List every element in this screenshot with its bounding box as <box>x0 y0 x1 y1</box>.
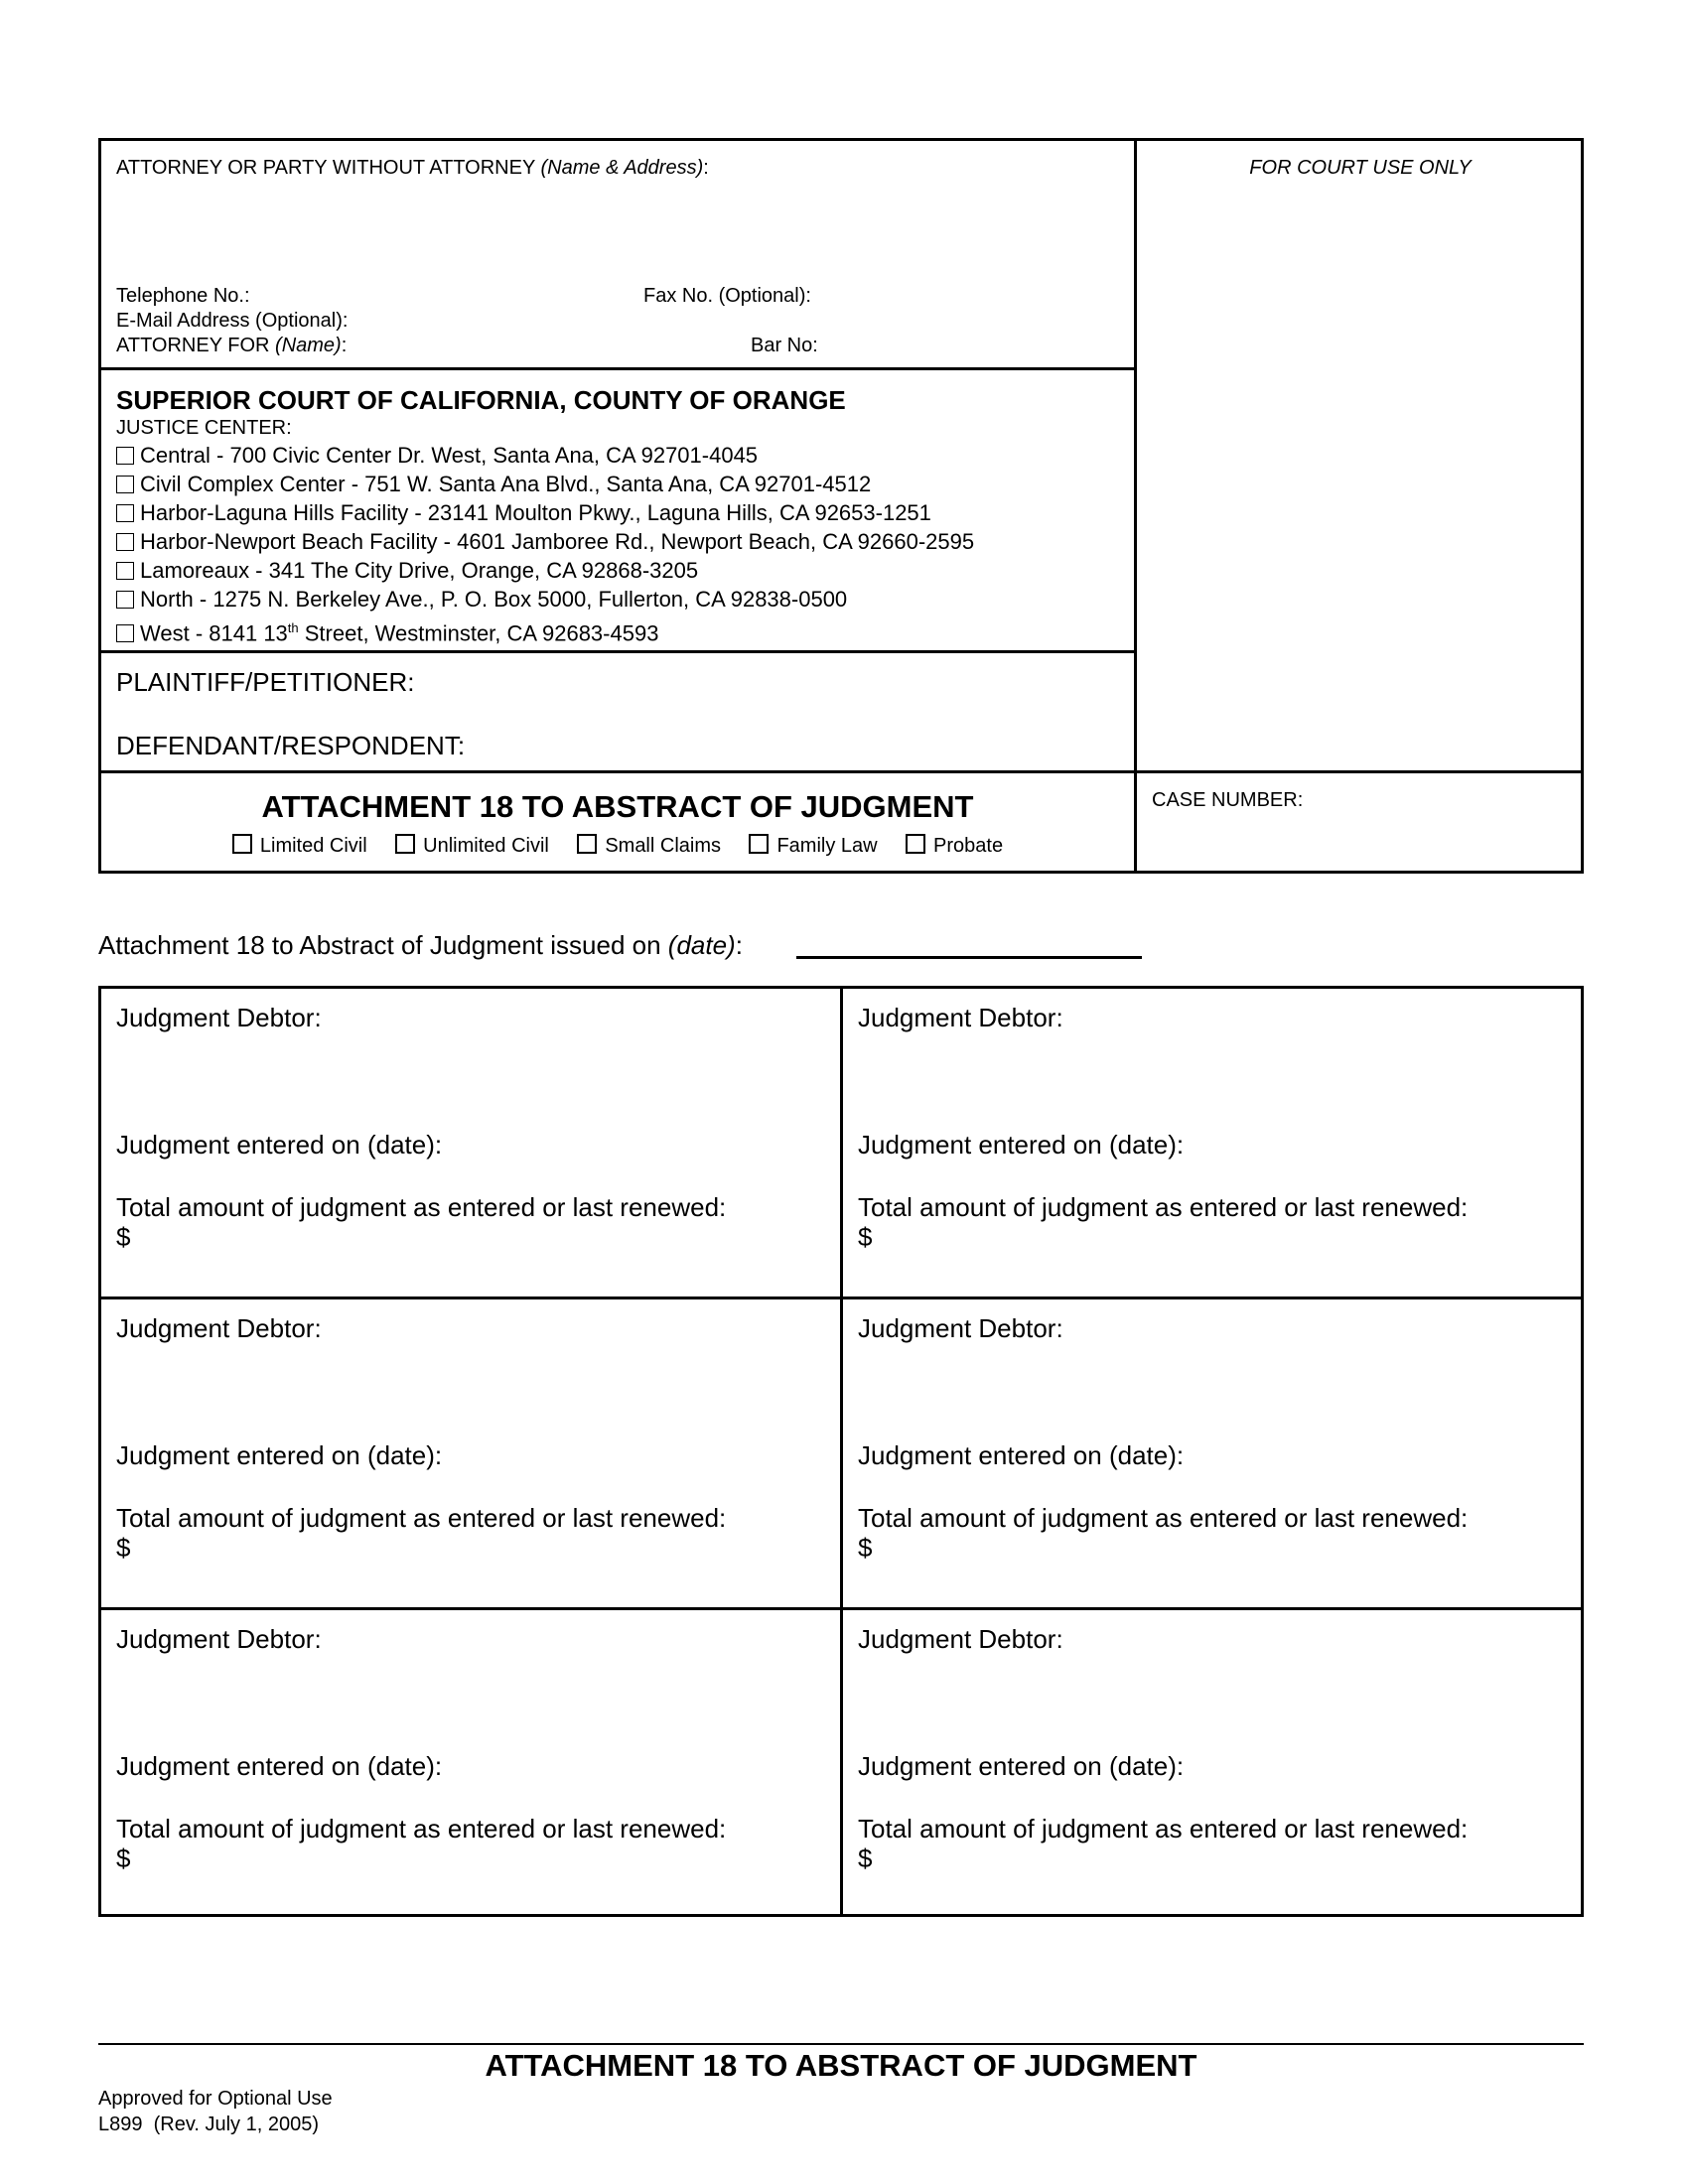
checkbox-central[interactable] <box>116 447 134 465</box>
attorney-section-divider <box>98 367 1137 370</box>
case-type-probate[interactable]: Probate <box>906 834 1003 858</box>
dollar-sign: $ <box>116 1533 131 1563</box>
checkbox-lamoreaux[interactable] <box>116 562 134 580</box>
judgment-entered-label: Judgment entered on (date): <box>858 1440 1185 1470</box>
justice-center-label: JUSTICE CENTER: <box>116 417 292 439</box>
dollar-sign: $ <box>116 1222 131 1252</box>
center-option-lamoreaux[interactable]: Lamoreaux - 341 The City Drive, Orange, CA 92868-3205 <box>116 556 974 585</box>
judgment-entered-label: Judgment entered on (date): <box>858 1751 1185 1781</box>
email-label: E-Mail Address (Optional): <box>116 310 349 332</box>
checkbox-civil-complex[interactable] <box>116 476 134 493</box>
case-type-small-claims[interactable]: Small Claims <box>577 834 721 858</box>
judgment-total-label: Total amount of judgment as entered or last renewed: <box>116 1814 727 1843</box>
center-option-central[interactable]: Central - 700 Civic Center Dr. West, Santa Ana, CA 92701-4045 <box>116 441 974 470</box>
case-type-limited-civil[interactable]: Limited Civil <box>232 834 367 858</box>
checkbox-small-claims[interactable] <box>577 834 597 854</box>
attorney-label: ATTORNEY OR PARTY WITHOUT ATTORNEY (Name & Address): <box>116 157 709 179</box>
issued-date-label: Attachment 18 to Abstract of Judgment issued on (date): <box>98 930 743 960</box>
checkbox-unlimited-civil[interactable] <box>395 834 415 854</box>
judgment-entered-label: Judgment entered on (date): <box>116 1751 443 1781</box>
justice-center-list <box>116 441 974 647</box>
checkbox-probate[interactable] <box>906 834 925 854</box>
case-type-unlimited-civil[interactable]: Unlimited Civil <box>395 834 549 858</box>
judgment-total-label: Total amount of judgment as entered or last renewed: <box>858 1192 1469 1222</box>
fax-label: Fax No. (Optional): <box>643 285 811 307</box>
court-use-only: FOR COURT USE ONLY <box>1249 157 1472 179</box>
footer-title: ATTACHMENT 18 TO ABSTRACT OF JUDGMENT <box>485 2048 1197 2083</box>
judgment-debtor-label: Judgment Debtor: <box>116 1003 322 1032</box>
case-type-family-law[interactable]: Family Law <box>749 834 877 858</box>
plaintiff-label: PLAINTIFF/PETITIONER: <box>116 667 415 697</box>
attorney-for-label: ATTORNEY FOR (Name): <box>116 335 348 356</box>
judgment-debtor-label: Judgment Debtor: <box>858 1624 1063 1654</box>
judgment-entered-label: Judgment entered on (date): <box>116 1440 443 1470</box>
debtor-cell[interactable] <box>843 989 1581 1297</box>
center-option-north[interactable]: North - 1275 N. Berkeley Ave., P. O. Box 5000, Fullerton, CA 92838-0500 <box>116 585 974 614</box>
checkbox-north[interactable] <box>116 591 134 609</box>
judgment-debtor-label: Judgment Debtor: <box>116 1624 322 1654</box>
debtor-cell[interactable] <box>101 1299 840 1607</box>
dollar-sign: $ <box>116 1843 131 1873</box>
judgment-entered-label: Judgment entered on (date): <box>116 1130 443 1160</box>
court-section-divider <box>98 650 1137 653</box>
center-option-newport-beach[interactable]: Harbor-Newport Beach Facility - 4601 Jamboree Rd., Newport Beach, CA 92660-2595 <box>116 527 974 556</box>
center-option-laguna-hills[interactable]: Harbor-Laguna Hills Facility - 23141 Moulton Pkwy., Laguna Hills, CA 92653-1251 <box>116 498 974 527</box>
form-id: L899 (Rev. July 1, 2005) <box>98 2114 319 2135</box>
case-number-label: CASE NUMBER: <box>1152 789 1304 811</box>
debtor-cell[interactable] <box>101 989 840 1297</box>
debtor-cell[interactable] <box>843 1610 1581 1914</box>
dollar-sign: $ <box>858 1843 873 1873</box>
checkbox-newport-beach[interactable] <box>116 533 134 551</box>
center-option-west[interactable]: West - 8141 13th Street, Westminster, CA 92683-4593 <box>116 614 974 647</box>
checkbox-family-law[interactable] <box>749 834 769 854</box>
telephone-label: Telephone No.: <box>116 285 250 307</box>
approved-for-optional-use: Approved for Optional Use <box>98 2088 333 2110</box>
dollar-sign: $ <box>858 1533 873 1563</box>
center-option-civil-complex[interactable]: Civil Complex Center - 751 W. Santa Ana Blvd., Santa Ana, CA 92701-4512 <box>116 470 974 498</box>
form-title: ATTACHMENT 18 TO ABSTRACT OF JUDGMENT <box>261 789 974 824</box>
judgment-debtor-label: Judgment Debtor: <box>858 1313 1063 1343</box>
defendant-label: DEFENDANT/RESPONDENT: <box>116 731 466 760</box>
bar-no-label: Bar No: <box>751 335 818 356</box>
title-section-divider <box>98 770 1584 773</box>
footer-rule <box>98 2043 1584 2045</box>
checkbox-limited-civil[interactable] <box>232 834 252 854</box>
judgment-total-label: Total amount of judgment as entered or last renewed: <box>858 1503 1469 1533</box>
debtor-cell[interactable] <box>843 1299 1581 1607</box>
court-use-divider <box>1134 138 1137 874</box>
judgment-debtor-label: Judgment Debtor: <box>858 1003 1063 1032</box>
judgment-entered-label: Judgment entered on (date): <box>858 1130 1185 1160</box>
case-type-options <box>98 834 1137 860</box>
debtor-cell[interactable] <box>101 1610 840 1914</box>
checkbox-laguna-hills[interactable] <box>116 504 134 522</box>
judgment-total-label: Total amount of judgment as entered or last renewed: <box>858 1814 1469 1843</box>
checkbox-west[interactable] <box>116 624 134 642</box>
court-title: SUPERIOR COURT OF CALIFORNIA, COUNTY OF ORANGE <box>116 385 846 415</box>
judgment-total-label: Total amount of judgment as entered or last renewed: <box>116 1503 727 1533</box>
judgment-debtor-label: Judgment Debtor: <box>116 1313 322 1343</box>
judgment-total-label: Total amount of judgment as entered or last renewed: <box>116 1192 727 1222</box>
issued-date-line[interactable] <box>796 956 1142 959</box>
dollar-sign: $ <box>858 1222 873 1252</box>
